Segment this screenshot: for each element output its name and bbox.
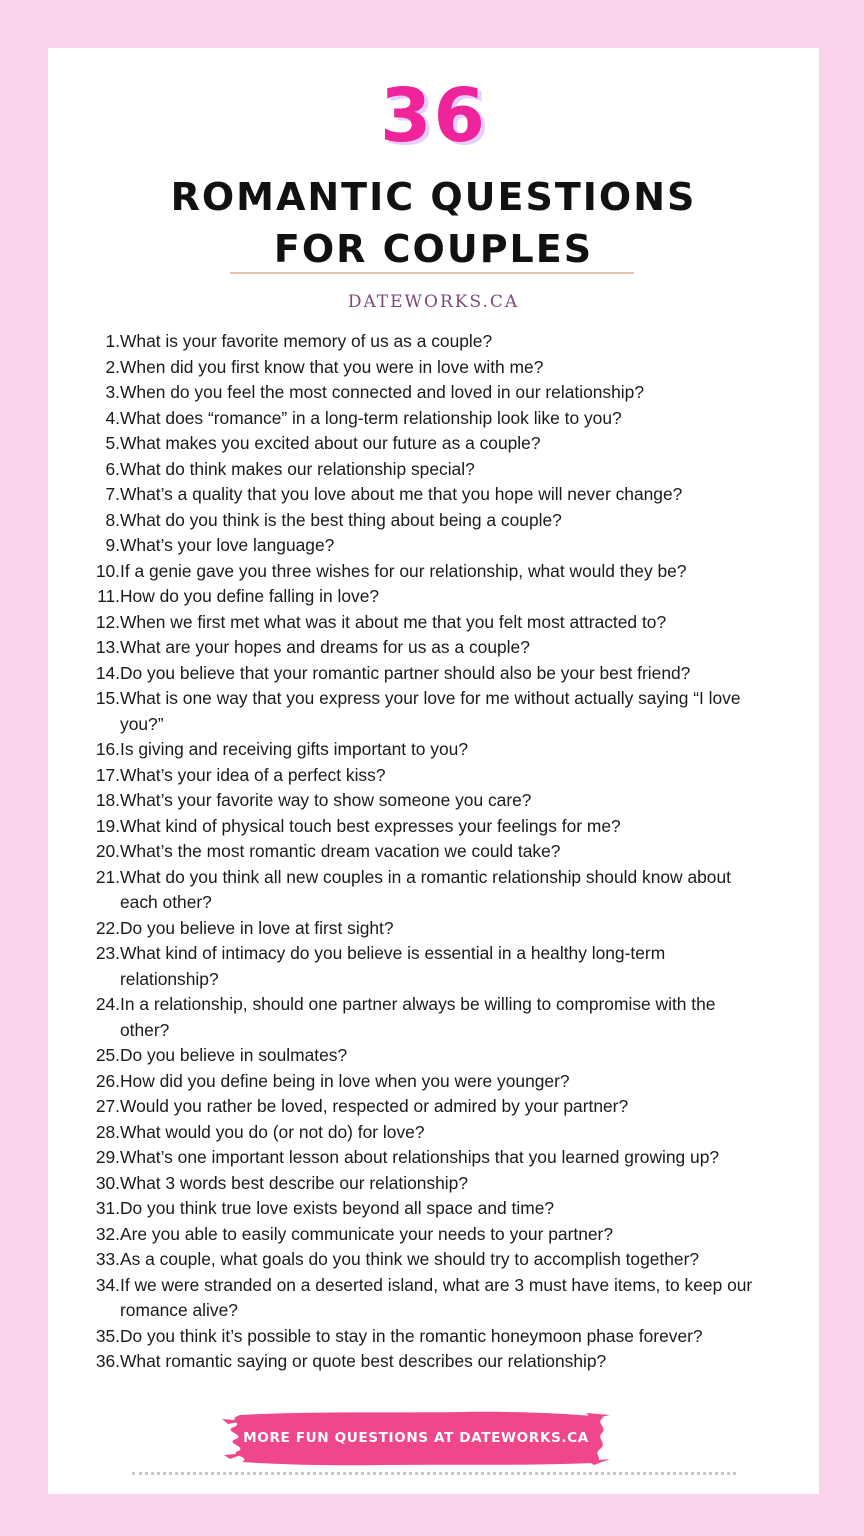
question-text: What are your hopes and dreams for us as a couple? <box>120 637 530 657</box>
question-item <box>48 635 819 661</box>
question-item <box>48 610 819 636</box>
question-text: What’s the most romantic dream vacation we could take? <box>120 841 561 861</box>
question-text: What do you think is the best thing about being a couple? <box>120 509 562 530</box>
page-title <box>48 171 819 275</box>
question-text: Do you believe in soulmates? <box>120 1045 348 1065</box>
question-number: 4. <box>105 407 120 428</box>
question-number: 10. <box>95 560 120 581</box>
question-number: 36. <box>95 1351 120 1371</box>
question-number: 6. <box>105 458 120 479</box>
question-text: What’s one important lesson about relationships that you learned growing up? <box>120 1147 720 1167</box>
question-item <box>48 1069 819 1095</box>
question-number: 16. <box>95 739 120 759</box>
title-line-2: FOR COUPLES <box>273 227 594 271</box>
question-number: 29. <box>95 1147 120 1167</box>
dotted-divider <box>132 1472 736 1475</box>
question-number: 18. <box>95 790 120 810</box>
question-number: 17. <box>95 764 120 785</box>
question-text: What kind of physical touch best expresses your feelings for me? <box>120 815 621 836</box>
question-item <box>48 329 819 355</box>
question-item <box>48 584 819 610</box>
question-number: 20. <box>95 841 120 861</box>
question-number: 35. <box>95 1325 120 1346</box>
question-text: What’s a quality that you love about me that you hope will never change? <box>120 484 683 504</box>
site-name: DATEWORKS.CA <box>347 292 520 312</box>
question-text: Do you think it’s possible to stay in the romantic honeymoon phase forever? <box>120 1325 703 1346</box>
question-number: 26. <box>95 1070 120 1091</box>
question-item <box>48 1094 819 1120</box>
question-text: Is giving and receiving gifts important to you? <box>120 739 468 759</box>
question-text: What’s your favorite way to show someone you care? <box>120 790 532 810</box>
question-text: Do you believe in love at first sight? <box>120 917 394 938</box>
question-item <box>48 355 819 381</box>
question-text: What would you do (or not do) for love? <box>120 1121 425 1142</box>
question-number: 21. <box>95 866 120 887</box>
question-item <box>48 661 819 687</box>
question-number: 2. <box>105 356 120 377</box>
question-text: What do think makes our relationship special? <box>120 458 475 479</box>
question-item <box>48 457 819 483</box>
question-item <box>48 916 819 942</box>
question-item <box>48 1324 819 1350</box>
question-number: 9. <box>105 535 120 555</box>
question-item <box>48 1171 819 1197</box>
cta-banner[interactable] <box>222 1409 610 1467</box>
question-item <box>48 814 819 840</box>
question-text: What is your favorite memory of us as a couple? <box>120 331 493 351</box>
question-text: What kind of intimacy do you believe is essential in a healthy long-term relationship? <box>120 943 666 989</box>
question-number: 1. <box>105 331 120 351</box>
question-list <box>48 329 819 1375</box>
question-text: If a genie gave you three wishes for our relationship, what would they be? <box>120 560 687 581</box>
question-item <box>48 1196 819 1222</box>
question-item <box>48 865 819 916</box>
question-number: 5. <box>105 433 120 453</box>
question-text: Are you able to easily communicate your needs to your partner? <box>120 1223 614 1244</box>
question-text: When we first met what was it about me that you felt most attracted to? <box>120 611 667 632</box>
question-item <box>48 1273 819 1324</box>
question-item <box>48 533 819 559</box>
question-text: How do you define falling in love? <box>120 586 380 606</box>
question-number: 34. <box>95 1274 120 1295</box>
question-number: 12. <box>95 611 120 632</box>
question-item <box>48 559 819 585</box>
question-text: If we were stranded on a deserted island, what are 3 must have items, to keep our romance alive? <box>120 1274 753 1320</box>
cta-text[interactable]: MORE FUN QUESTIONS AT DATEWORKS.CA <box>243 1430 589 1446</box>
question-number: 14. <box>95 662 120 683</box>
question-item <box>48 1247 819 1273</box>
question-item <box>48 686 819 737</box>
question-item <box>48 1043 819 1069</box>
question-text: What does “romance” in a long-term relationship look like to you? <box>120 407 622 428</box>
question-text: When did you first know that you were in love with me? <box>120 356 544 377</box>
question-number: 33. <box>95 1249 120 1269</box>
question-text: What’s your idea of a perfect kiss? <box>120 764 386 785</box>
question-number: 7. <box>105 484 120 504</box>
question-number: 23. <box>95 943 120 963</box>
question-number: 32. <box>95 1223 120 1244</box>
question-number: 19. <box>95 815 120 836</box>
question-item <box>48 1145 819 1171</box>
question-number: 31. <box>95 1198 120 1218</box>
question-text: As a couple, what goals do you think we should try to accomplish together? <box>120 1249 700 1269</box>
question-number: 13. <box>95 637 120 657</box>
question-number: 15. <box>95 688 120 708</box>
question-text: What 3 words best describe our relationship? <box>120 1172 468 1193</box>
question-number: 8. <box>105 509 120 530</box>
question-item <box>48 1120 819 1146</box>
question-number: 3. <box>105 382 120 402</box>
question-item <box>48 508 819 534</box>
question-item <box>48 1222 819 1248</box>
question-number: 22. <box>95 917 120 938</box>
question-item <box>48 839 819 865</box>
question-text: What makes you excited about our future as a couple? <box>120 433 541 453</box>
question-item <box>48 431 819 457</box>
question-text: What romantic saying or quote best describes our relationship? <box>120 1351 607 1371</box>
content-card <box>48 48 819 1494</box>
question-text: Do you believe that your romantic partner should also be your best friend? <box>120 662 691 683</box>
question-item <box>48 380 819 406</box>
question-count: 36 <box>380 73 487 159</box>
question-item <box>48 941 819 992</box>
question-item <box>48 737 819 763</box>
title-divider <box>230 272 634 274</box>
question-item <box>48 1349 819 1375</box>
question-text: In a relationship, should one partner always be willing to compromise with the other? <box>120 994 716 1040</box>
question-item <box>48 763 819 789</box>
title-line-1: ROMANTIC QUESTIONS <box>170 175 697 219</box>
question-text: What do you think all new couples in a romantic relationship should know about each other? <box>120 866 731 912</box>
question-item <box>48 992 819 1043</box>
question-number: 28. <box>95 1121 120 1142</box>
question-text: Would you rather be loved, respected or admired by your partner? <box>120 1096 629 1116</box>
question-text: Do you think true love exists beyond all space and time? <box>120 1198 555 1218</box>
question-number: 24. <box>95 994 120 1014</box>
question-text: When do you feel the most connected and loved in our relationship? <box>120 382 644 402</box>
question-number: 27. <box>95 1096 120 1116</box>
question-text: What’s your love language? <box>120 535 335 555</box>
question-number: 25. <box>95 1045 120 1065</box>
question-item <box>48 788 819 814</box>
question-number: 30. <box>95 1172 120 1193</box>
question-text: How did you define being in love when you were younger? <box>120 1070 570 1091</box>
question-number: 11. <box>97 586 120 606</box>
question-text: What is one way that you express your love for me without actually saying “I love you?” <box>120 688 741 734</box>
question-item <box>48 406 819 432</box>
question-item <box>48 482 819 508</box>
